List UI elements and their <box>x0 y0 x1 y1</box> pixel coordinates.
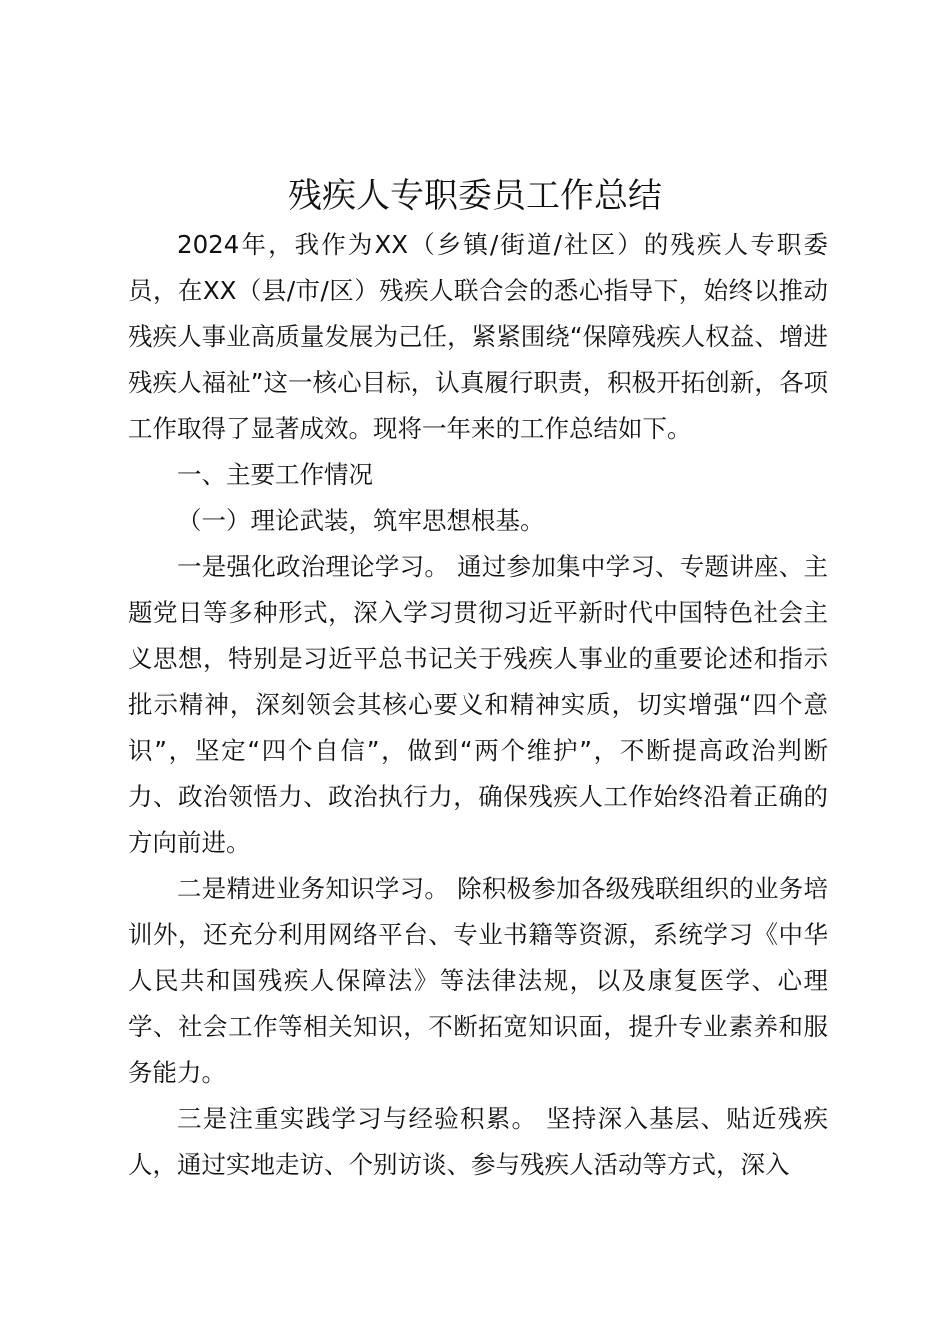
document-title: 残疾人专职委员工作总结 <box>288 176 662 216</box>
paragraph-business-study: 二是精进业务知识学习。 除积极参加各级残联组织的业务培训外，还充分利用网络平台、专业书籍等资源，系统学习《中华人民共和国残疾人保障法》等法律法规，以及康复医学、心理学、社会工作等相关知识，不断拓宽知识面，提升专业素养和服务能力。 <box>128 874 828 1087</box>
document-body <box>128 222 828 1188</box>
paragraph-political-study: 一是强化政治理论学习。 通过参加集中学习、专题讲座、主题党日等多种形式，深入学习贯彻习近平新时代中国特色社会主义思想，特别是习近平总书记关于残疾人事业的重要论述和指示批示精神，深刻领会其核心要义和精神实质，切实增强“四个意识”，坚定“四个自信”，做到“两个维护”，不断提高政治判断力、政治领悟力、政治执行力，确保残疾人工作始终沿着正确的方向前进。 <box>128 552 828 857</box>
paragraph-practice-study: 三是注重实践学习与经验积累。 坚持深入基层、贴近残疾人，通过实地走访、个别访谈、参与残疾人活动等方式，深入 <box>128 1104 828 1179</box>
subsection-heading: （一）理论武装，筑牢思想根基。 <box>177 506 545 535</box>
intro-paragraph: 2024年，我作为XX（乡镇/街道/社区）的残疾人专职委员，在XX（县/市/区）残疾人联合会的悉心指导下，始终以推动残疾人事业高质量发展为己任，紧紧围绕“保障残疾人权益、增进残疾人福祉”这一核心目标，认真履行职责，积极开拓创新，各项工作取得了显著成效。现将一年来的工作总结如下。 <box>128 230 828 443</box>
section-heading: 一、主要工作情况 <box>177 460 373 489</box>
